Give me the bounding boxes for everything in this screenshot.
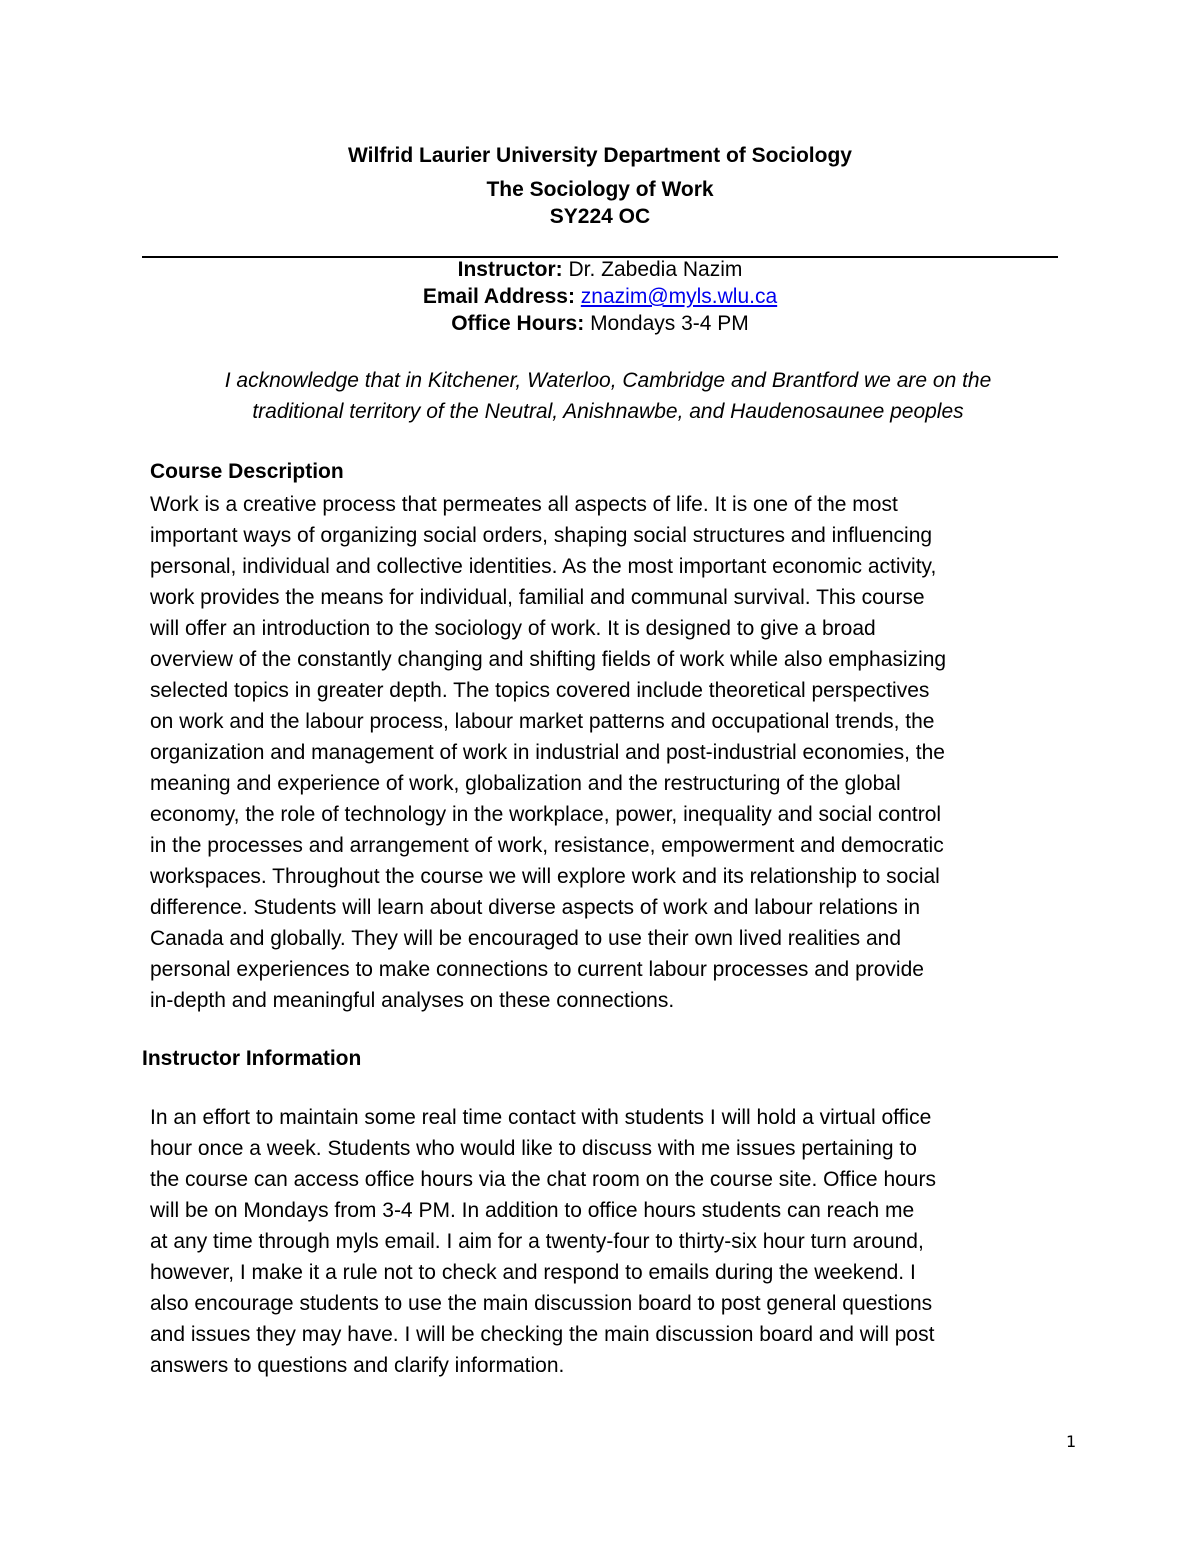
paragraph-line: difference. Students will learn about diverse aspects of work and labour relations in [150,896,921,919]
office-hours-label: Office Hours: [451,312,585,335]
office-hours-line [140,311,1060,337]
paragraph-line: personal, individual and collective identities. As the most important economic activity, [150,555,937,578]
instructor-information-heading: Instructor Information [142,1047,362,1070]
paragraph-line: in-depth and meaningful analyses on these connections. [150,989,675,1012]
paragraph-line: economy, the role of technology in the workplace, power, inequality and social control [150,803,942,826]
paragraph-line: on work and the labour process, labour market patterns and occupational trends, the [150,710,935,733]
paragraph-line: organization and management of work in industrial and post-industrial economies, the [150,741,945,764]
email-line [140,284,1060,310]
university-department-title: Wilfrid Laurier University Department of Sociology [348,144,852,167]
instructor-name: Dr. Zabedia Nazim [568,258,743,281]
page-number: 1 [1066,1432,1077,1451]
paragraph-line: In an effort to maintain some real time contact with students I will hold a virtual office [150,1106,932,1129]
paragraph-line: meaning and experience of work, globalization and the restructuring of the global [150,772,901,795]
instructor-line [140,257,1060,283]
email-label: Email Address: [422,285,575,308]
acknowledgement-line: traditional territory of the Neutral, Anishnawbe, and Haudenosaunee peoples [252,400,964,423]
land-acknowledgement [88,365,1128,427]
paragraph-line: will offer an introduction to the sociology of work. It is designed to give a broad [150,617,876,640]
paragraph-line: overview of the constantly changing and shifting fields of work while also emphasizing [150,648,947,671]
paragraph-line: answers to questions and clarify information. [150,1354,565,1377]
paragraph-line: selected topics in greater depth. The topics covered include theoretical perspectives [150,679,930,702]
paragraph-line: however, I make it a rule not to check and respond to emails during the weekend. I [150,1261,916,1284]
acknowledgement-line: I acknowledge that in Kitchener, Waterloo, Cambridge and Brantford we are on the [224,369,992,392]
paragraph-line: important ways of organizing social orders, shaping social structures and influencing [150,524,933,547]
paragraph-line: work provides the means for individual, familial and communal survival. This course [150,586,925,609]
course-description-heading: Course Description [150,460,344,483]
paragraph-line: the course can access office hours via the chat room on the course site. Office hours [150,1168,936,1191]
course-description-body [150,489,1050,1016]
paragraph-line: workspaces. Throughout the course we will explore work and its relationship to social [150,865,940,888]
email-link[interactable]: znazim@myls.wlu.ca [580,285,778,308]
paragraph-line: Work is a creative process that permeates all aspects of life. It is one of the most [150,493,898,516]
paragraph-line: personal experiences to make connections to current labour processes and provide [150,958,924,981]
paragraph-line: at any time through myls email. I aim for a twenty-four to thirty-six hour turn around, [150,1230,924,1253]
instructor-information-body [150,1102,1050,1381]
instructor-label: Instructor: [457,258,563,281]
paragraph-line: will be on Mondays from 3-4 PM. In addition to office hours students can reach me [150,1199,915,1222]
paragraph-line: Canada and globally. They will be encouraged to use their own lived realities and [150,927,902,950]
office-hours-value: Mondays 3-4 PM [590,312,749,335]
paragraph-line: and issues they may have. I will be checking the main discussion board and will post [150,1323,935,1346]
paragraph-line: hour once a week. Students who would like to discuss with me issues pertaining to [150,1137,917,1160]
course-title: The Sociology of Work [486,178,714,201]
course-code: SY224 OC [549,205,651,228]
paragraph-line: also encourage students to use the main discussion board to post general questions [150,1292,933,1315]
paragraph-line: in the processes and arrangement of work, resistance, empowerment and democratic [150,834,944,857]
